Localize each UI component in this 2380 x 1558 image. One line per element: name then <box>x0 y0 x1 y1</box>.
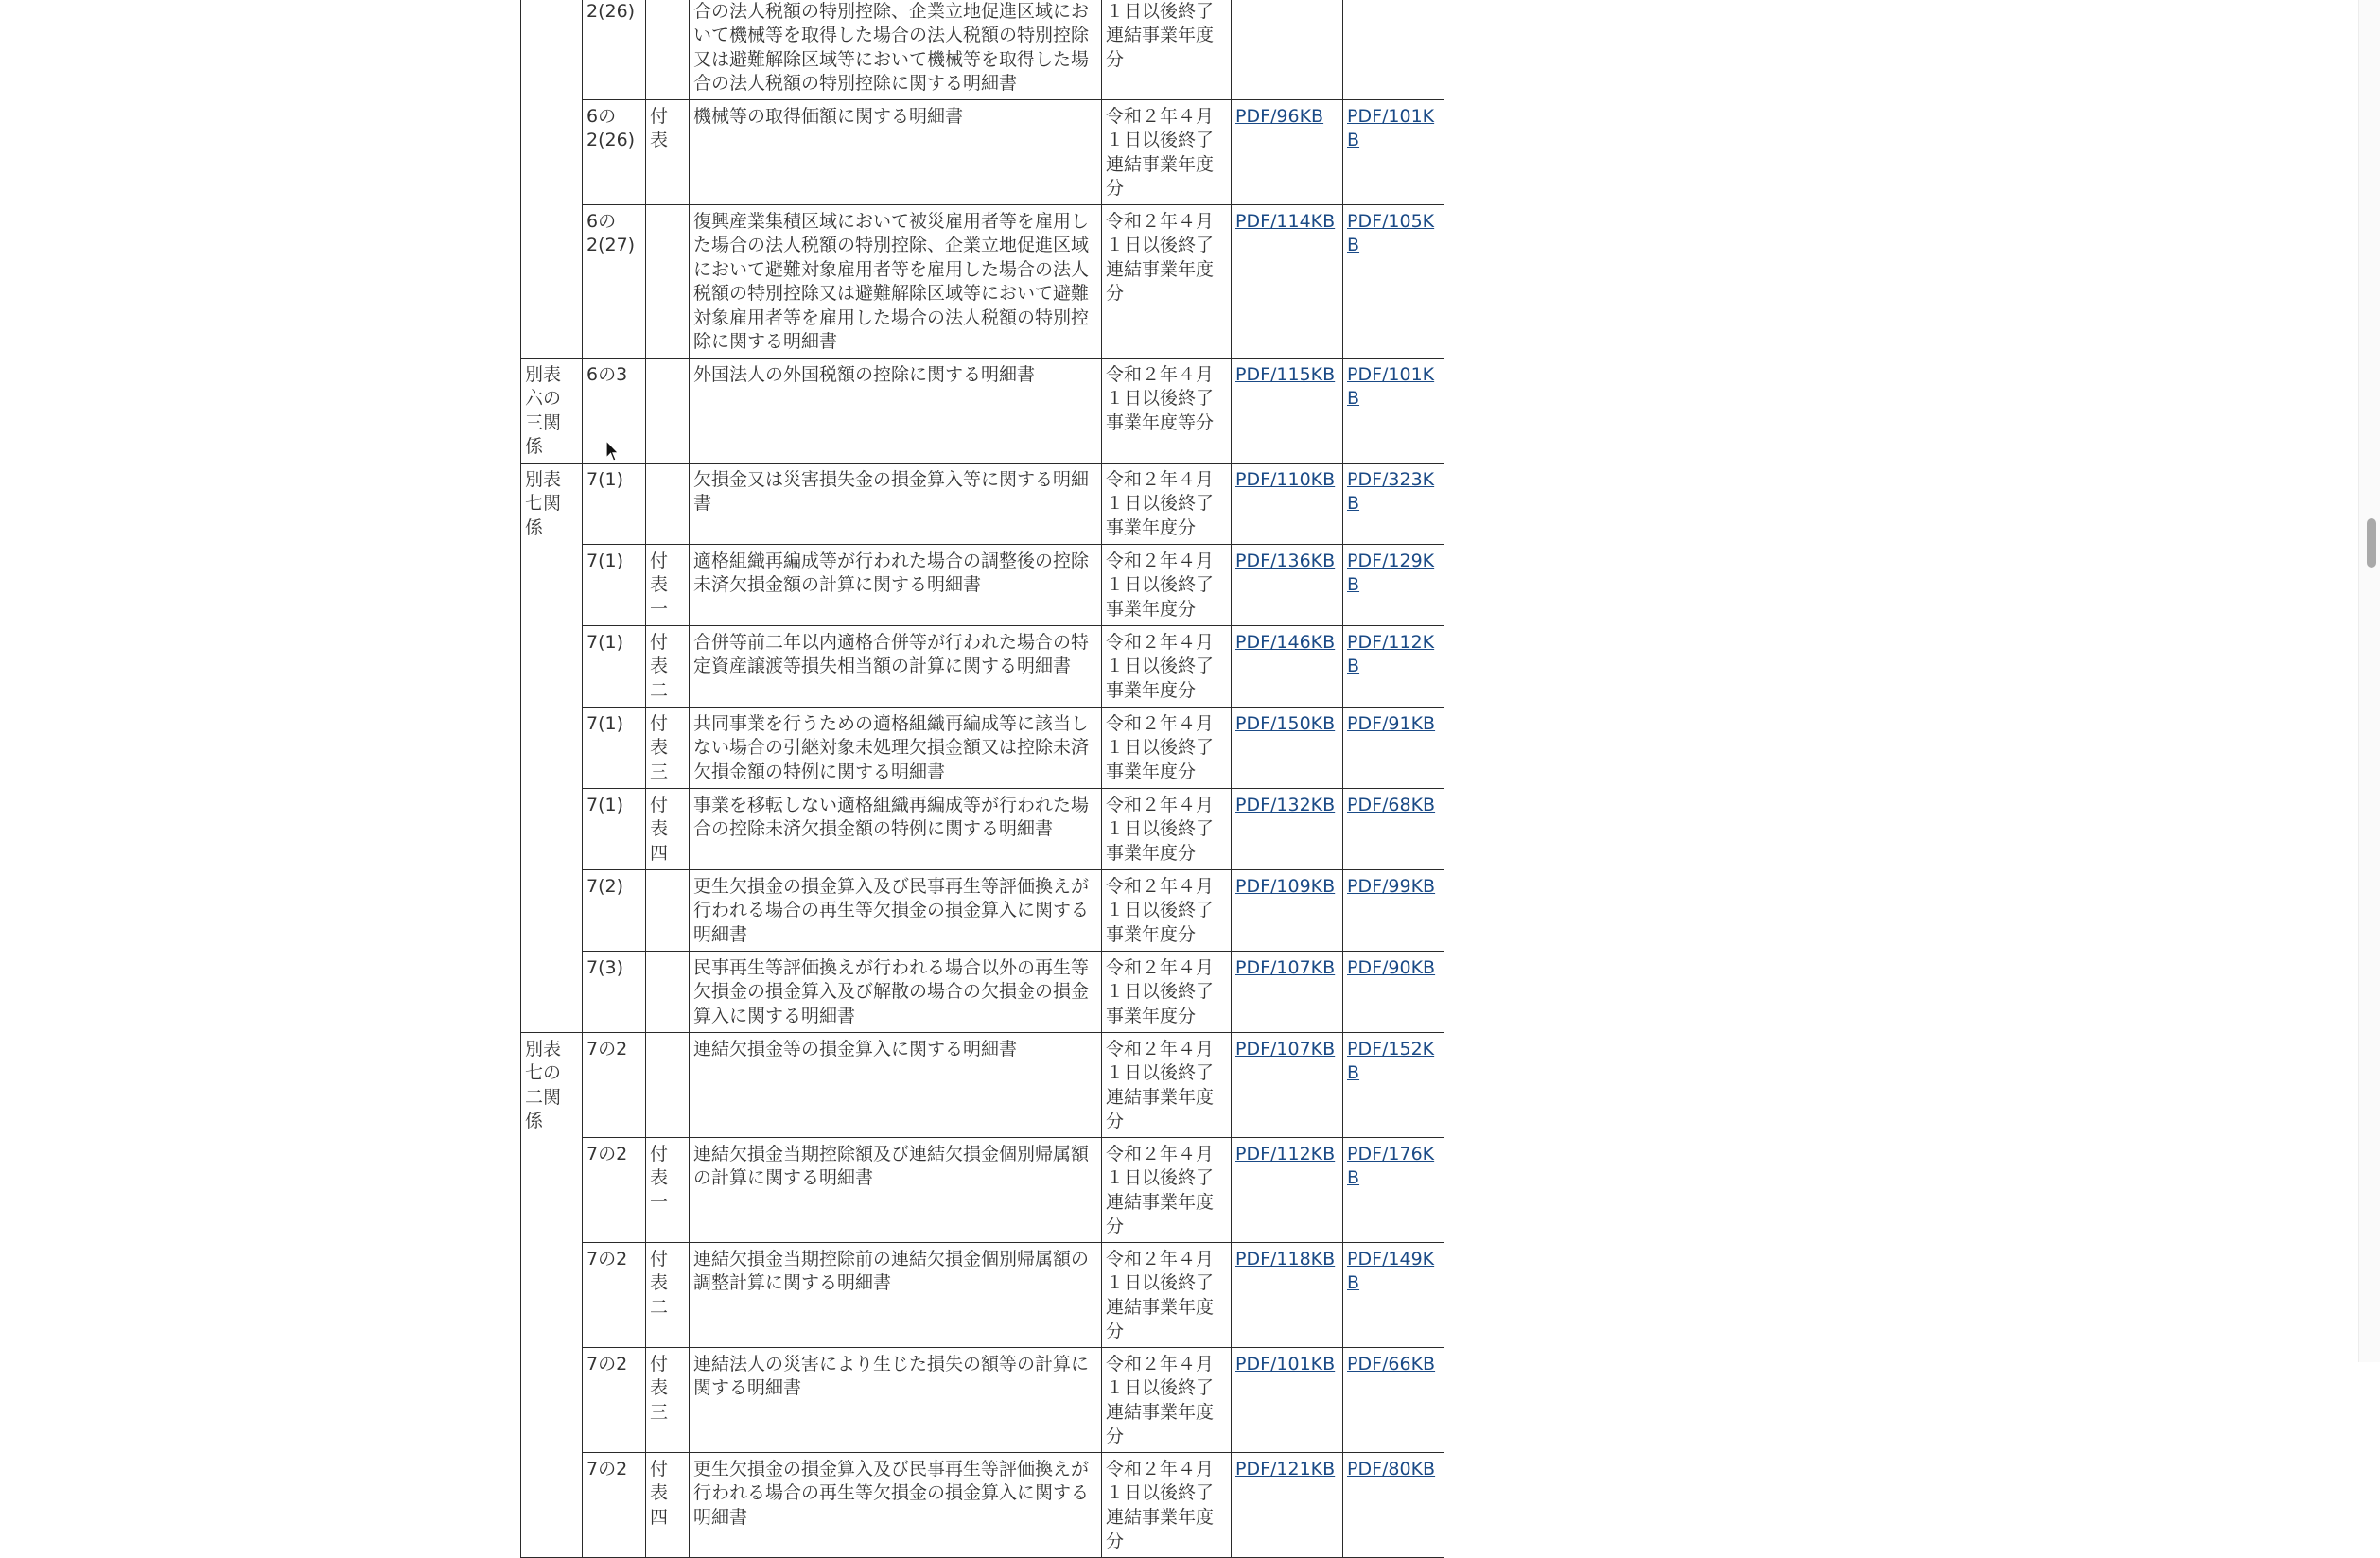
period-cell: 令和２年４月１日以後終了連結事業年度分 <box>1102 1032 1232 1137</box>
attachment-cell: 付表四 <box>646 1452 690 1557</box>
pdf-cell-2 <box>1343 99 1444 204</box>
pdf-cell <box>1232 463 1343 544</box>
attachment-cell: 付表 <box>646 99 690 204</box>
attachment-cell <box>646 204 690 358</box>
period-cell: 令和２年４月１日以後終了連結事業年度分 <box>1102 1242 1232 1347</box>
pdf-cell <box>1232 1137 1343 1242</box>
period-cell: 令和２年４月１日以後終了事業年度分 <box>1102 707 1232 788</box>
attachment-cell: 付表二 <box>646 625 690 707</box>
form-number-cell: 6の3 <box>583 358 646 463</box>
attachment-cell: 付表四 <box>646 788 690 869</box>
pdf-cell-2 <box>1343 1032 1444 1137</box>
table-row <box>521 1452 1444 1557</box>
form-number-cell: 7(1) <box>583 625 646 707</box>
pdf-cell <box>1232 0 1343 99</box>
form-title-cell: 事業を移転しない適格組織再編成等が行われた場合の控除未済欠損金額の特例に関する明細書 <box>690 788 1102 869</box>
pdf-link-2[interactable]: PDF/90KB <box>1347 956 1436 978</box>
pdf-link[interactable]: PDF/109KB <box>1235 875 1336 897</box>
period-cell: 令和２年４月１日以後終了事業年度分 <box>1102 463 1232 544</box>
table-row <box>521 358 1444 463</box>
attachment-cell: 付表三 <box>646 1347 690 1452</box>
table-row <box>521 463 1444 544</box>
pdf-cell <box>1232 1242 1343 1347</box>
table-row <box>521 951 1444 1032</box>
pdf-link-2[interactable]: PDF/105KB <box>1347 210 1435 255</box>
pdf-link[interactable]: PDF/110KB <box>1235 468 1336 490</box>
pdf-link-2[interactable]: PDF/101KB <box>1347 363 1435 409</box>
pdf-cell-2 <box>1343 0 1444 99</box>
pdf-link[interactable]: PDF/146KB <box>1235 631 1336 653</box>
form-title-cell: 復興産業集積区域において被災雇用者等を雇用した場合の法人税額の特別控除、企業立地促進区域において避難対象雇用者等を雇用した場合の法人税額の特別控除又は避難解除区域等において避難対象雇用者等を雇用した場合の法人税額の特別控除に関する明細書 <box>690 204 1102 358</box>
form-number-cell: 7(1) <box>583 788 646 869</box>
form-title-cell: 機械等の取得価額に関する明細書 <box>690 99 1102 204</box>
pdf-link-2[interactable]: PDF/112KB <box>1347 631 1435 676</box>
category-cell: 別表七関係 <box>521 463 583 1032</box>
form-title-cell: 共同事業を行うための適格組織再編成等に該当しない場合の引継対象未処理欠損金額又は控除未済欠損金額の特例に関する明細書 <box>690 707 1102 788</box>
form-number-cell: 7の2 <box>583 1347 646 1452</box>
attachment-cell <box>646 358 690 463</box>
pdf-link[interactable]: PDF/107KB <box>1235 1038 1336 1059</box>
form-title-cell: 欠損金又は災害損失金の損金算入等に関する明細書 <box>690 463 1102 544</box>
table-row <box>521 204 1444 358</box>
attachment-cell: 付表一 <box>646 544 690 625</box>
pdf-cell <box>1232 544 1343 625</box>
table-row <box>521 1137 1444 1242</box>
table-row <box>521 1032 1444 1137</box>
pdf-cell <box>1232 951 1343 1032</box>
period-cell: 令和２年４月１日以後終了連結事業年度分 <box>1102 204 1232 358</box>
pdf-link-2[interactable]: PDF/91KB <box>1347 712 1436 734</box>
pdf-cell-2 <box>1343 951 1444 1032</box>
period-cell: 令和２年４月１日以後終了連結事業年度分 <box>1102 1347 1232 1452</box>
attachment-cell <box>646 951 690 1032</box>
pdf-link-2[interactable]: PDF/101KB <box>1347 105 1435 150</box>
table-row <box>521 1242 1444 1347</box>
category-cell: 別表六の三関係 <box>521 358 583 463</box>
pdf-link[interactable]: PDF/101KB <box>1235 1353 1336 1374</box>
period-cell: 令和２年４月１日以後終了事業年度等分 <box>1102 358 1232 463</box>
table-row <box>521 0 1444 99</box>
attachment-cell: 付表三 <box>646 707 690 788</box>
form-number-cell: 2(26) <box>583 0 646 99</box>
pdf-cell <box>1232 625 1343 707</box>
form-title-cell: 合併等前二年以内適格合併等が行われた場合の特定資産譲渡等損失相当額の計算に関する明細書 <box>690 625 1102 707</box>
form-title-cell: 外国法人の外国税額の控除に関する明細書 <box>690 358 1102 463</box>
pdf-link[interactable]: PDF/115KB <box>1235 363 1336 385</box>
table-row <box>521 99 1444 204</box>
scrollbar-thumb[interactable] <box>2367 518 2376 568</box>
pdf-cell-2 <box>1343 1452 1444 1557</box>
forms-table <box>520 0 1444 1558</box>
attachment-cell <box>646 463 690 544</box>
pdf-link[interactable]: PDF/114KB <box>1235 210 1336 232</box>
attachment-cell <box>646 1032 690 1137</box>
pdf-link[interactable]: PDF/132KB <box>1235 794 1336 815</box>
pdf-cell-2 <box>1343 1137 1444 1242</box>
form-number-cell: 7(2) <box>583 869 646 951</box>
pdf-link[interactable]: PDF/112KB <box>1235 1143 1336 1164</box>
pdf-link-2[interactable]: PDF/176KB <box>1347 1143 1435 1188</box>
form-title-cell: 更生欠損金の損金算入及び民事再生等評価換えが行われる場合の再生等欠損金の損金算入に関する明細書 <box>690 869 1102 951</box>
category-cell <box>521 0 583 358</box>
table-row <box>521 707 1444 788</box>
form-number-cell: 7(1) <box>583 463 646 544</box>
attachment-cell: 付表二 <box>646 1242 690 1347</box>
pdf-cell-2 <box>1343 358 1444 463</box>
pdf-link[interactable]: PDF/136KB <box>1235 550 1336 571</box>
period-cell: １日以後終了連結事業年度分 <box>1102 0 1232 99</box>
pdf-cell <box>1232 1032 1343 1137</box>
vertical-scrollbar[interactable] <box>2358 0 2380 1362</box>
pdf-link-2[interactable]: PDF/68KB <box>1347 794 1436 815</box>
pdf-link-2[interactable]: PDF/66KB <box>1347 1353 1436 1374</box>
pdf-cell <box>1232 1452 1343 1557</box>
pdf-cell <box>1232 1347 1343 1452</box>
attachment-cell <box>646 869 690 951</box>
form-title-cell: 連結欠損金等の損金算入に関する明細書 <box>690 1032 1102 1137</box>
pdf-link-2[interactable]: PDF/149KB <box>1347 1248 1435 1293</box>
table-body <box>521 0 1444 1557</box>
form-title-cell: 合の法人税額の特別控除、企業立地促進区域において機械等を取得した場合の法人税額の特別控除又は避難解除区域等において機械等を取得した場合の法人税額の特別控除に関する明細書 <box>690 0 1102 99</box>
form-number-cell: 6の 2(27) <box>583 204 646 358</box>
form-title-cell: 連結法人の災害により生じた損失の額等の計算に関する明細書 <box>690 1347 1102 1452</box>
form-number-cell: 7(3) <box>583 951 646 1032</box>
form-number-cell: 7の2 <box>583 1137 646 1242</box>
pdf-cell <box>1232 707 1343 788</box>
form-title-cell: 更生欠損金の損金算入及び民事再生等評価換えが行われる場合の再生等欠損金の損金算入に関する明細書 <box>690 1452 1102 1557</box>
pdf-cell <box>1232 788 1343 869</box>
pdf-cell-2 <box>1343 625 1444 707</box>
form-number-cell: 7の2 <box>583 1242 646 1347</box>
period-cell: 令和２年４月１日以後終了事業年度分 <box>1102 625 1232 707</box>
table-row <box>521 869 1444 951</box>
pdf-link-2[interactable]: PDF/80KB <box>1347 1458 1436 1479</box>
form-number-cell: 7の2 <box>583 1032 646 1137</box>
period-cell: 令和２年４月１日以後終了事業年度分 <box>1102 544 1232 625</box>
category-cell: 別表七の二関係 <box>521 1032 583 1557</box>
pdf-cell-2 <box>1343 1242 1444 1347</box>
pdf-link-2[interactable]: PDF/99KB <box>1347 875 1436 897</box>
form-number-cell: 6の 2(26) <box>583 99 646 204</box>
form-title-cell: 適格組織再編成等が行われた場合の調整後の控除未済欠損金額の計算に関する明細書 <box>690 544 1102 625</box>
pdf-link-2[interactable]: PDF/323KB <box>1347 468 1435 514</box>
form-title-cell: 連結欠損金当期控除前の連結欠損金個別帰属額の調整計算に関する明細書 <box>690 1242 1102 1347</box>
period-cell: 令和２年４月１日以後終了連結事業年度分 <box>1102 1452 1232 1557</box>
pdf-cell-2 <box>1343 788 1444 869</box>
attachment-cell: 付表一 <box>646 1137 690 1242</box>
pdf-cell <box>1232 204 1343 358</box>
period-cell: 令和２年４月１日以後終了連結事業年度分 <box>1102 99 1232 204</box>
table-row <box>521 788 1444 869</box>
pdf-cell <box>1232 358 1343 463</box>
table-row <box>521 1347 1444 1452</box>
pdf-cell-2 <box>1343 463 1444 544</box>
pdf-link[interactable]: PDF/118KB <box>1235 1248 1336 1269</box>
pdf-cell <box>1232 869 1343 951</box>
pdf-cell-2 <box>1343 869 1444 951</box>
attachment-cell <box>646 0 690 99</box>
period-cell: 令和２年４月１日以後終了連結事業年度分 <box>1102 1137 1232 1242</box>
period-cell: 令和２年４月１日以後終了事業年度分 <box>1102 951 1232 1032</box>
period-cell: 令和２年４月１日以後終了事業年度分 <box>1102 788 1232 869</box>
pdf-link[interactable]: PDF/96KB <box>1235 105 1324 127</box>
form-number-cell: 7(1) <box>583 707 646 788</box>
pdf-cell-2 <box>1343 1347 1444 1452</box>
pdf-cell <box>1232 99 1343 204</box>
pdf-link[interactable]: PDF/107KB <box>1235 956 1336 978</box>
period-cell: 令和２年４月１日以後終了事業年度分 <box>1102 869 1232 951</box>
pdf-cell-2 <box>1343 544 1444 625</box>
table-row <box>521 544 1444 625</box>
pdf-link-2[interactable]: PDF/129KB <box>1347 550 1435 595</box>
mouse-pointer-icon <box>605 440 619 463</box>
form-number-cell: 7(1) <box>583 544 646 625</box>
pdf-link-2[interactable]: PDF/152KB <box>1347 1038 1435 1083</box>
pdf-cell-2 <box>1343 204 1444 358</box>
pdf-link[interactable]: PDF/121KB <box>1235 1458 1336 1479</box>
form-title-cell: 民事再生等評価換えが行われる場合以外の再生等欠損金の損金算入及び解散の場合の欠損金の損金算入に関する明細書 <box>690 951 1102 1032</box>
form-number-cell: 7の2 <box>583 1452 646 1557</box>
pdf-link[interactable]: PDF/150KB <box>1235 712 1336 734</box>
form-title-cell: 連結欠損金当期控除額及び連結欠損金個別帰属額の計算に関する明細書 <box>690 1137 1102 1242</box>
pdf-cell-2 <box>1343 707 1444 788</box>
table-row <box>521 625 1444 707</box>
